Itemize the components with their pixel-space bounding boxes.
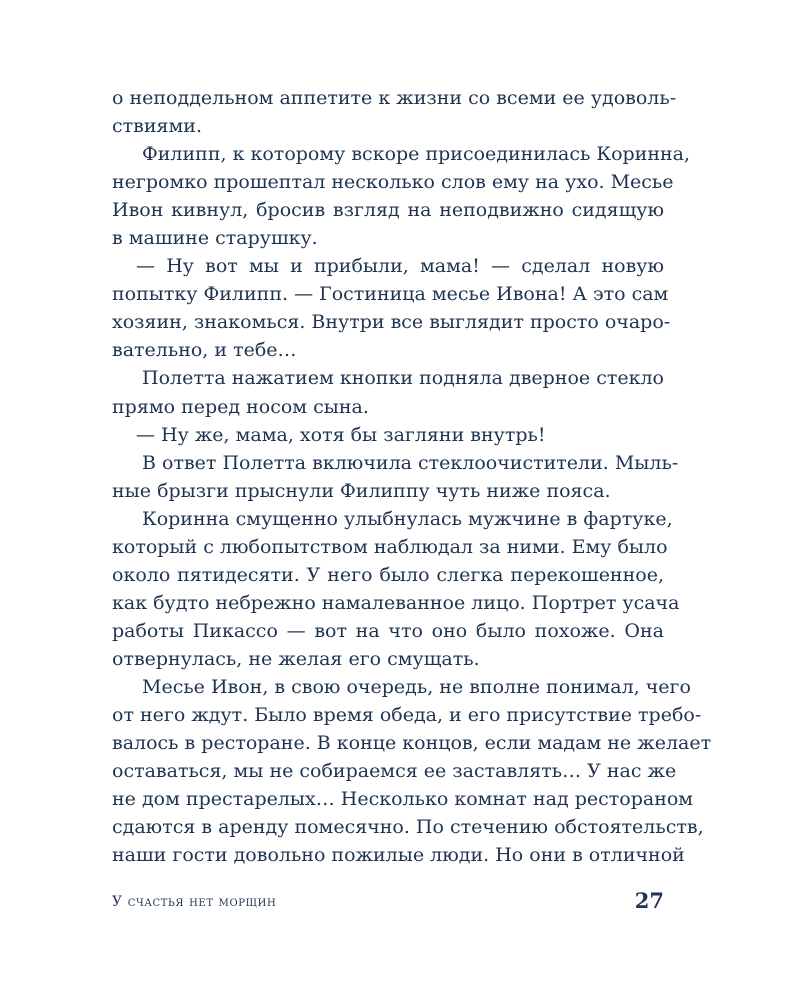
text-line: ствиями. bbox=[112, 115, 202, 138]
body-text bbox=[112, 84, 712, 869]
text-line: — Ну же, мама, хотя бы загляни внутрь! bbox=[136, 423, 546, 446]
text-line: который с любопытством наблюдал за ними. Ему было bbox=[112, 535, 668, 558]
text-line: наши гости довольно пожилые люди. Но они в отличной bbox=[112, 844, 685, 867]
text-line: Ивон кивнул, бросив взгляд на неподвижно сидящую bbox=[112, 199, 664, 222]
text-line: В ответ Полетта включила стеклоочистители. Мыль- bbox=[142, 451, 679, 474]
text-line: прямо перед носом сына. bbox=[112, 395, 369, 418]
text-line: хозяин, знакомься. Внутри все выглядит просто очаро- bbox=[112, 311, 671, 334]
text-line: ные брызги прыснули Филиппу чуть ниже пояса. bbox=[112, 479, 611, 502]
page-footer bbox=[112, 889, 664, 915]
text-line: Коринна смущенно улыбнулась мужчине в фартуке, bbox=[142, 507, 673, 530]
text-line: около пятидесяти. У него было слегка перекошенное, bbox=[112, 563, 664, 586]
text-line: не дом престарелых… Несколько комнат над рестораном bbox=[112, 788, 694, 811]
text-line: как будто небрежно намалеванное лицо. Портрет усача bbox=[112, 591, 680, 614]
text-line: сдаются в аренду помесячно. По стечению обстоятельств, bbox=[112, 816, 704, 839]
text-line: Полетта нажатием кнопки подняла дверное стекло bbox=[142, 367, 664, 390]
text-line: от него ждут. Было время обеда, и его присутствие требо- bbox=[112, 704, 702, 727]
text-line: попытку Филипп. — Гостиница месье Ивона! А это сам bbox=[112, 283, 669, 306]
page-number: 27 bbox=[634, 888, 664, 913]
text-line: оставаться, мы не собираемся ее заставлять… У нас же bbox=[112, 760, 677, 783]
text-line: валось в ресторане. В конце концов, если мадам не желает bbox=[112, 732, 712, 755]
text-line: негромко прошептал несколько слов ему на ухо. Месье bbox=[112, 171, 674, 194]
text-line: о неподдельном аппетите к жизни со всеми ее удоволь- bbox=[112, 87, 677, 109]
running-title: У счастья нет морщин bbox=[112, 894, 277, 910]
text-line: Филипп, к которому вскоре присоединилась Коринна, bbox=[142, 143, 691, 166]
text-line: отвернулась, не желая его смущать. bbox=[112, 647, 480, 670]
text-line: — Ну вот мы и прибыли, мама! — сделал новую bbox=[136, 255, 664, 278]
text-line: работы Пикассо — вот на что оно было похоже. Она bbox=[112, 619, 664, 642]
text-line: Месье Ивон, в свою очередь, не вполне понимал, чего bbox=[142, 675, 691, 698]
text-line: в машине старушку. bbox=[112, 227, 318, 250]
text-line: вательно, и тебе… bbox=[112, 339, 297, 362]
